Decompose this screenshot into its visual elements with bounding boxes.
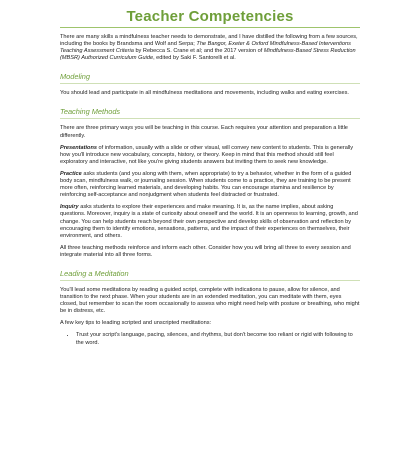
presentations-paragraph	[60, 145, 360, 166]
teaching-methods-divider	[60, 118, 360, 119]
inquiry-text: asks students to explore their experiences and make meaning. It is, as the name implies, about asking questions. Moreover, inquiry is a state of curiosity about oneself and the world. It is an openness to learning, growth, and change. You can help students reach beyond their own perspective and develop skills of observation and reflection by encouraging them to identify emotions, sensations, patterns, and the impact of their experiences on themselves, their environment, and others.	[60, 204, 358, 239]
practice-term: Practice	[60, 170, 82, 177]
modeling-divider	[60, 83, 360, 84]
title-divider	[60, 27, 360, 28]
list-item: • Trust your script's language, pacing, silences, and rhythms, but don't become too reliant or rigid with following to the word.	[76, 332, 360, 346]
inquiry-term: Inquiry	[60, 204, 79, 211]
teaching-methods-intro: There are three primary ways you will be teaching in this course. Each requires your attention and preparation a little differently.	[60, 125, 348, 139]
page-title: Teacher Competencies	[126, 8, 294, 25]
intro-text-3: , edited by Saki F. Santorelli et al.	[153, 55, 236, 62]
teaching-methods-closing: All three teaching methods reinforce and inform each other. Consider how you will bring all three to every session and integrate material into all three forms.	[60, 244, 351, 258]
presentations-term: Presentations	[60, 144, 97, 151]
intro-italic-title-1: The Bangor, Exeter & Oxford Mindfulness-Based Interventions Teaching Assessment Criteria	[60, 41, 351, 55]
modeling-heading: Modeling	[60, 72, 90, 82]
intro-italic-title-2: Mindfulness-Based Stress Reduction (MBSR) Authorized Curriculum Guide	[60, 48, 356, 62]
inquiry-paragraph	[60, 204, 360, 239]
practice-paragraph	[60, 171, 360, 199]
intro-paragraph	[60, 34, 360, 62]
tips-intro: A few key tips to leading scripted and unscripted meditations:	[60, 320, 212, 327]
teaching-methods-heading: Teaching Methods	[60, 107, 121, 117]
practice-text: asks students (and you along with them, when appropriate) to try a behavior, whether in the form of a guided body scan, mindfulness walk, or journaling session. When students come to a practice, they are training to be present more often, reinforcing learned materials, and developing habits. You can encourage stamina and resilience by reinforcing self-acceptance and nonjudgment when students feel distracted or frustrated.	[60, 170, 352, 199]
intro-text-2: by Rebecca S. Crane et al; and the 2017 version of	[133, 48, 264, 55]
leading-meditation-heading: Leading a Meditation	[60, 268, 129, 278]
modeling-paragraph: You should lead and participate in all mindfulness meditations and movements, including walks and eating exercises.	[60, 90, 349, 97]
presentations-text: of information, usually with a slide or other visual, will convey new content to students. This is generally how you'll introduce new vocabulary, concepts, history, or theory. Keep in mind that this method should still feel exploratory and interactive, not like you're giving students answers but inviting them to seek new knowledge.	[60, 144, 354, 165]
tips-list	[60, 332, 360, 346]
leading-meditation-paragraph: You'll lead some meditations by reading a guided script, complete with indications to pause, allow for silence, and transition to the next phase. When your students are in an extended meditation, you can meditate with them, eyes closed, but remember to scan the room occasionally to assess who might need help with posture or breathing, who might be in distress, etc.	[60, 286, 360, 315]
intro-text-1: There are many skills a mindfulness teacher needs to demonstrate, and I have distilled the following from a few sources, including the books by Brandsma and Wolf and Serpa;	[60, 34, 358, 48]
leading-meditation-divider	[60, 280, 360, 281]
